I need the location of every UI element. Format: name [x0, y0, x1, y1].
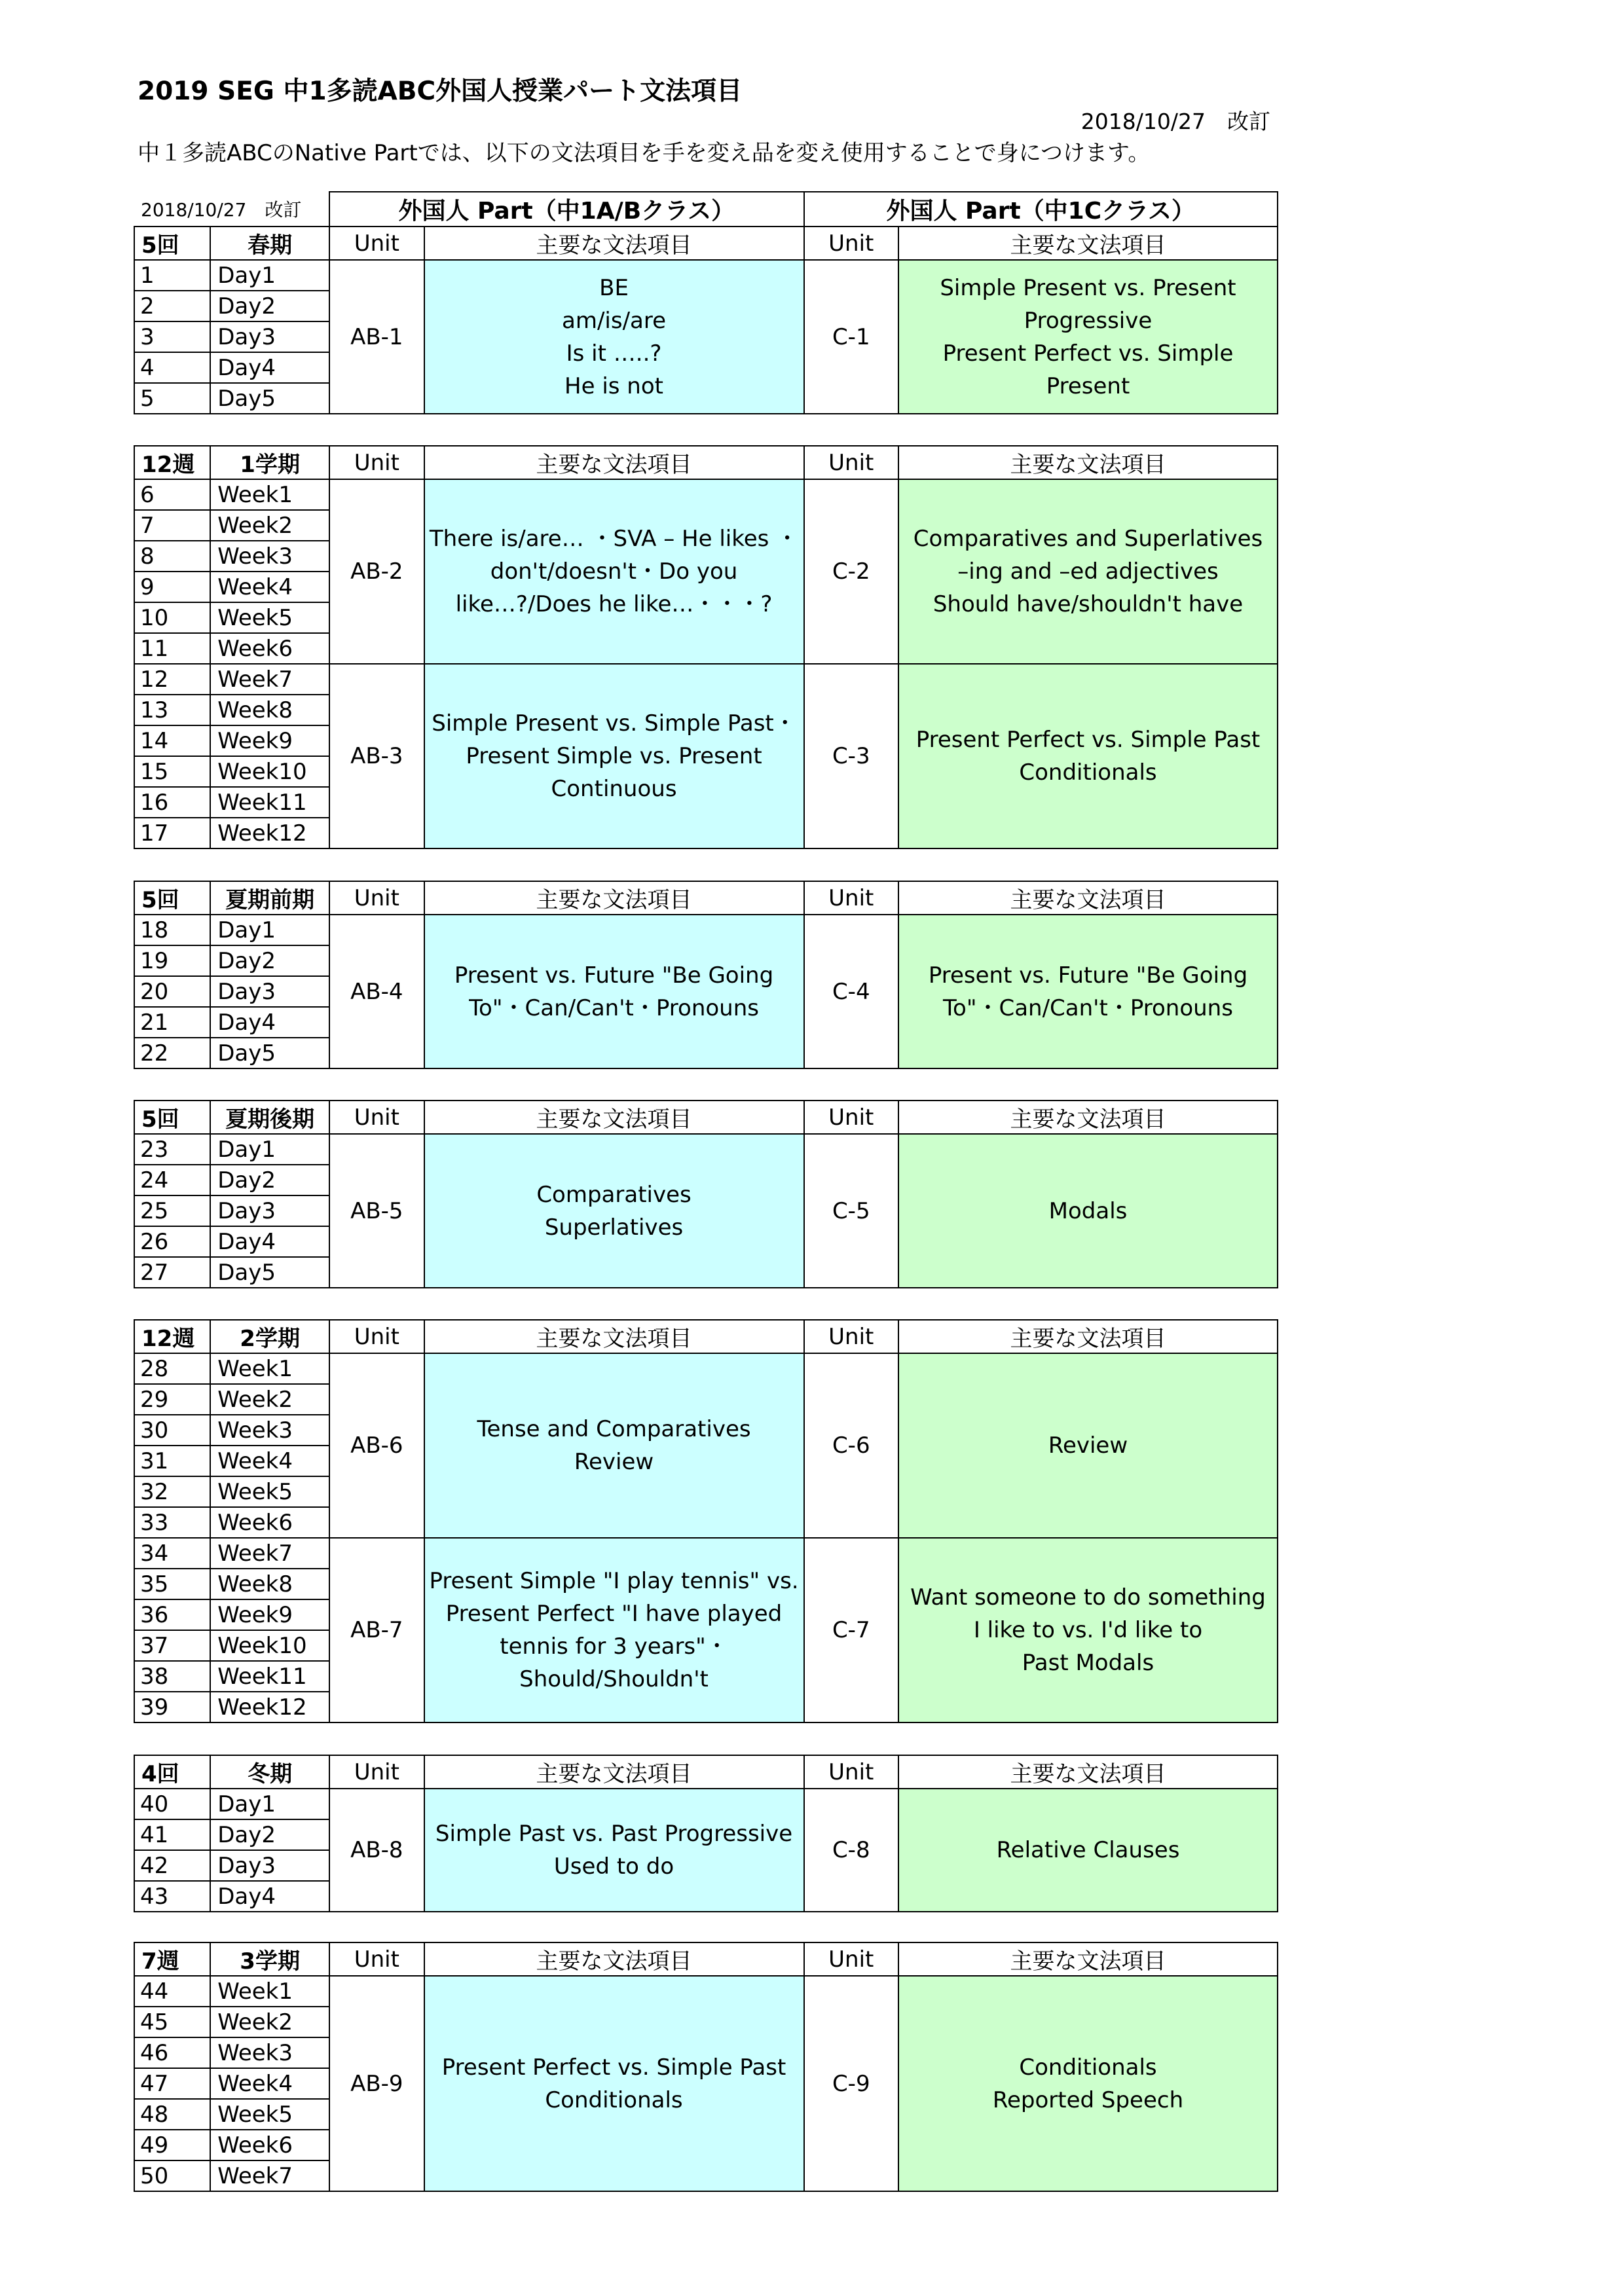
term-name: 冬期: [210, 1755, 329, 1789]
c-unit-code: C-5: [804, 1134, 898, 1288]
lesson-label: Week1: [210, 1353, 329, 1384]
lesson-label: Day2: [210, 945, 329, 976]
lesson-number: 37: [134, 1630, 210, 1661]
ab-grammar-items: Present Simple "I play tennis" vs. Present Perfect "I have played tennis for 3 years"・ Should/Shouldn't: [424, 1538, 804, 1722]
unit-column-header: Unit: [804, 1942, 898, 1976]
term-sessions: 12週: [134, 1320, 210, 1353]
lesson-number: 12: [134, 664, 210, 695]
lesson-number: 48: [134, 2099, 210, 2130]
ab-unit-code: AB-2: [329, 479, 424, 664]
ab-unit-code: AB-6: [329, 1353, 424, 1538]
term-table: [134, 1942, 1278, 2192]
ab-grammar-items: Tense and Comparatives Review: [424, 1353, 804, 1538]
lesson-label: Week1: [210, 1976, 329, 2007]
c-unit-code: C-7: [804, 1538, 898, 1722]
term-name: 夏期前期: [210, 881, 329, 915]
lesson-label: Week5: [210, 602, 329, 633]
unit-column-header: Unit: [804, 446, 898, 479]
ab-grammar-items: Simple Present vs. Simple Past・Present Simple vs. Present Continuous: [424, 664, 804, 848]
intro-text: 中１多読ABCのNative Partでは、以下の文法項目を手を変え品を変え使用することで身につけます。: [138, 140, 1151, 166]
lesson-number: 6: [134, 479, 210, 510]
unit-column-header: Unit: [329, 227, 424, 260]
c-part-header: 外国人 Part（中1Cクラス）: [804, 192, 1278, 227]
lesson-label: Week4: [210, 1446, 329, 1476]
lesson-label: Day4: [210, 352, 329, 383]
c-unit-code: C-9: [804, 1976, 898, 2191]
lesson-number: 3: [134, 321, 210, 352]
grammar-column-header: 主要な文法項目: [898, 1101, 1278, 1134]
lesson-label: Week7: [210, 664, 329, 695]
term-sessions: 7週: [134, 1942, 210, 1976]
lesson-label: Day2: [210, 1819, 329, 1850]
lesson-label: Week2: [210, 2007, 329, 2037]
ab-grammar-items: BE am/is/are Is it …..? He is not: [424, 260, 804, 414]
lesson-label: Week4: [210, 2068, 329, 2099]
grammar-column-header: 主要な文法項目: [424, 1101, 804, 1134]
lesson-number: 17: [134, 818, 210, 848]
lesson-label: Week3: [210, 541, 329, 572]
ab-unit-code: AB-8: [329, 1789, 424, 1912]
lesson-number: 43: [134, 1881, 210, 1912]
lesson-label: Week10: [210, 756, 329, 787]
lesson-label: Day1: [210, 915, 329, 945]
lesson-number: 25: [134, 1195, 210, 1226]
lesson-label: Day5: [210, 1257, 329, 1288]
lesson-number: 1: [134, 260, 210, 291]
lesson-label: Week6: [210, 633, 329, 664]
ab-grammar-items: Comparatives Superlatives: [424, 1134, 804, 1288]
lesson-number: 28: [134, 1353, 210, 1384]
document-title: 2019 SEG 中1多読ABC外国人授業パート文法項目: [138, 77, 743, 106]
grammar-column-header: 主要な文法項目: [424, 1320, 804, 1353]
table-date: 2018/10/27 改訂: [134, 192, 329, 227]
c-unit-code: C-3: [804, 664, 898, 848]
lesson-number: 35: [134, 1569, 210, 1599]
unit-column-header: Unit: [329, 446, 424, 479]
lesson-number: 13: [134, 695, 210, 725]
unit-column-header: Unit: [804, 1101, 898, 1134]
lesson-label: Day3: [210, 1195, 329, 1226]
lesson-number: 32: [134, 1476, 210, 1507]
lesson-label: Week2: [210, 1384, 329, 1415]
lesson-label: Week1: [210, 479, 329, 510]
lesson-label: Day5: [210, 383, 329, 414]
lesson-number: 18: [134, 915, 210, 945]
ab-unit-code: AB-4: [329, 915, 424, 1068]
ab-unit-code: AB-5: [329, 1134, 424, 1288]
table-row: [134, 915, 1278, 945]
lesson-label: Week7: [210, 2160, 329, 2191]
lesson-label: Day4: [210, 1007, 329, 1038]
term-sessions: 5回: [134, 881, 210, 915]
lesson-number: 11: [134, 633, 210, 664]
ab-unit-code: AB-7: [329, 1538, 424, 1722]
lesson-label: Week11: [210, 787, 329, 818]
lesson-number: 50: [134, 2160, 210, 2191]
lesson-label: Week5: [210, 2099, 329, 2130]
lesson-label: Week3: [210, 2037, 329, 2068]
lesson-number: 34: [134, 1538, 210, 1569]
lesson-label: Day3: [210, 1850, 329, 1881]
lesson-number: 2: [134, 291, 210, 321]
lesson-number: 15: [134, 756, 210, 787]
lesson-number: 14: [134, 725, 210, 756]
lesson-label: Day1: [210, 1789, 329, 1819]
lesson-number: 44: [134, 1976, 210, 2007]
table-row: [134, 1134, 1278, 1165]
lesson-number: 29: [134, 1384, 210, 1415]
lesson-label: Week12: [210, 818, 329, 848]
c-grammar-items: Present vs. Future "Be Going To"・Can/Can't・Pronouns: [898, 915, 1278, 1068]
unit-column-header: Unit: [804, 227, 898, 260]
table-row: [134, 479, 1278, 510]
term-table: [134, 191, 1278, 414]
ab-part-header: 外国人 Part（中1A/Bクラス）: [329, 192, 803, 227]
lesson-label: Week9: [210, 1599, 329, 1630]
lesson-number: 33: [134, 1507, 210, 1538]
term-table: [134, 445, 1278, 849]
lesson-number: 47: [134, 2068, 210, 2099]
ab-grammar-items: There is/are… ・SVA – He likes ・don't/doesn't・Do you like…?/Does he like…・・・?: [424, 479, 804, 664]
lesson-number: 31: [134, 1446, 210, 1476]
grammar-column-header: 主要な文法項目: [898, 1942, 1278, 1976]
grammar-column-header: 主要な文法項目: [898, 1755, 1278, 1789]
lesson-number: 41: [134, 1819, 210, 1850]
lesson-label: Day5: [210, 1038, 329, 1068]
lesson-number: 40: [134, 1789, 210, 1819]
lesson-number: 23: [134, 1134, 210, 1165]
lesson-number: 22: [134, 1038, 210, 1068]
ab-unit-code: AB-1: [329, 260, 424, 414]
lesson-label: Day1: [210, 1134, 329, 1165]
grammar-column-header: 主要な文法項目: [424, 446, 804, 479]
lesson-label: Week4: [210, 572, 329, 602]
term-table: [134, 1319, 1278, 1723]
unit-column-header: Unit: [804, 881, 898, 915]
unit-column-header: Unit: [804, 1755, 898, 1789]
c-grammar-items: Present Perfect vs. Simple Past Conditionals: [898, 664, 1278, 848]
term-name: 春期: [210, 227, 329, 260]
lesson-label: Day2: [210, 1165, 329, 1195]
lesson-number: 10: [134, 602, 210, 633]
term-sessions: 12週: [134, 446, 210, 479]
lesson-number: 24: [134, 1165, 210, 1195]
lesson-number: 21: [134, 1007, 210, 1038]
grammar-column-header: 主要な文法項目: [898, 1320, 1278, 1353]
grammar-column-header: 主要な文法項目: [898, 881, 1278, 915]
lesson-label: Week2: [210, 510, 329, 541]
c-unit-code: C-6: [804, 1353, 898, 1538]
lesson-label: Week6: [210, 2130, 329, 2160]
lesson-number: 5: [134, 383, 210, 414]
unit-column-header: Unit: [804, 1320, 898, 1353]
c-unit-code: C-2: [804, 479, 898, 664]
term-sessions: 4回: [134, 1755, 210, 1789]
term-name: 3学期: [210, 1942, 329, 1976]
c-grammar-items: Conditionals Reported Speech: [898, 1976, 1278, 2191]
lesson-label: Week7: [210, 1538, 329, 1569]
lesson-label: Week8: [210, 695, 329, 725]
c-unit-code: C-1: [804, 260, 898, 414]
table-row: [134, 664, 1278, 695]
lesson-label: Week6: [210, 1507, 329, 1538]
c-unit-code: C-4: [804, 915, 898, 1068]
lesson-label: Week8: [210, 1569, 329, 1599]
term-name: 2学期: [210, 1320, 329, 1353]
table-row: [134, 260, 1278, 291]
lesson-label: Week12: [210, 1692, 329, 1722]
lesson-label: Week5: [210, 1476, 329, 1507]
unit-column-header: Unit: [329, 1755, 424, 1789]
lesson-number: 26: [134, 1226, 210, 1257]
lesson-label: Week11: [210, 1661, 329, 1692]
lesson-number: 8: [134, 541, 210, 572]
term-sessions: 5回: [134, 227, 210, 260]
term-name: 1学期: [210, 446, 329, 479]
ab-grammar-items: Present Perfect vs. Simple Past Conditionals: [424, 1976, 804, 2191]
unit-column-header: Unit: [329, 1942, 424, 1976]
lesson-label: Week9: [210, 725, 329, 756]
ab-grammar-items: Present vs. Future "Be Going To"・Can/Can't・Pronouns: [424, 915, 804, 1068]
grammar-column-header: 主要な文法項目: [424, 1942, 804, 1976]
lesson-label: Day4: [210, 1226, 329, 1257]
term-table: [134, 881, 1278, 1069]
lesson-number: 9: [134, 572, 210, 602]
lesson-number: 20: [134, 976, 210, 1007]
lesson-number: 4: [134, 352, 210, 383]
term-table: [134, 1100, 1278, 1288]
revision-date: 2018/10/27 改訂: [1080, 109, 1270, 134]
grammar-column-header: 主要な文法項目: [424, 881, 804, 915]
lesson-number: 49: [134, 2130, 210, 2160]
unit-column-header: Unit: [329, 1320, 424, 1353]
c-grammar-items: Modals: [898, 1134, 1278, 1288]
table-row: [134, 1976, 1278, 2007]
lesson-label: Week3: [210, 1415, 329, 1446]
lesson-label: Day3: [210, 976, 329, 1007]
lesson-number: 42: [134, 1850, 210, 1881]
lesson-number: 27: [134, 1257, 210, 1288]
ab-unit-code: AB-9: [329, 1976, 424, 2191]
grammar-column-header: 主要な文法項目: [898, 227, 1278, 260]
lesson-number: 38: [134, 1661, 210, 1692]
c-grammar-items: Want someone to do something I like to vs. I'd like to Past Modals: [898, 1538, 1278, 1722]
lesson-label: Week10: [210, 1630, 329, 1661]
lesson-number: 39: [134, 1692, 210, 1722]
lesson-label: Day4: [210, 1881, 329, 1912]
grammar-column-header: 主要な文法項目: [424, 1755, 804, 1789]
c-grammar-items: Simple Present vs. Present Progressive Present Perfect vs. Simple Present: [898, 260, 1278, 414]
ab-grammar-items: Simple Past vs. Past Progressive Used to do: [424, 1789, 804, 1912]
lesson-label: Day1: [210, 260, 329, 291]
c-unit-code: C-8: [804, 1789, 898, 1912]
table-row: [134, 1789, 1278, 1819]
lesson-number: 45: [134, 2007, 210, 2037]
lesson-number: 19: [134, 945, 210, 976]
ab-unit-code: AB-3: [329, 664, 424, 848]
c-grammar-items: Comparatives and Superlatives –ing and –ed adjectives Should have/shouldn't have: [898, 479, 1278, 664]
lesson-number: 36: [134, 1599, 210, 1630]
term-sessions: 5回: [134, 1101, 210, 1134]
lesson-number: 7: [134, 510, 210, 541]
c-grammar-items: Relative Clauses: [898, 1789, 1278, 1912]
term-table: [134, 1755, 1278, 1912]
unit-column-header: Unit: [329, 881, 424, 915]
lesson-label: Day2: [210, 291, 329, 321]
lesson-number: 30: [134, 1415, 210, 1446]
lesson-label: Day3: [210, 321, 329, 352]
lesson-number: 16: [134, 787, 210, 818]
c-grammar-items: Review: [898, 1353, 1278, 1538]
term-name: 夏期後期: [210, 1101, 329, 1134]
table-row: [134, 1538, 1278, 1569]
unit-column-header: Unit: [329, 1101, 424, 1134]
grammar-column-header: 主要な文法項目: [424, 227, 804, 260]
lesson-number: 46: [134, 2037, 210, 2068]
grammar-column-header: 主要な文法項目: [898, 446, 1278, 479]
table-row: [134, 1353, 1278, 1384]
